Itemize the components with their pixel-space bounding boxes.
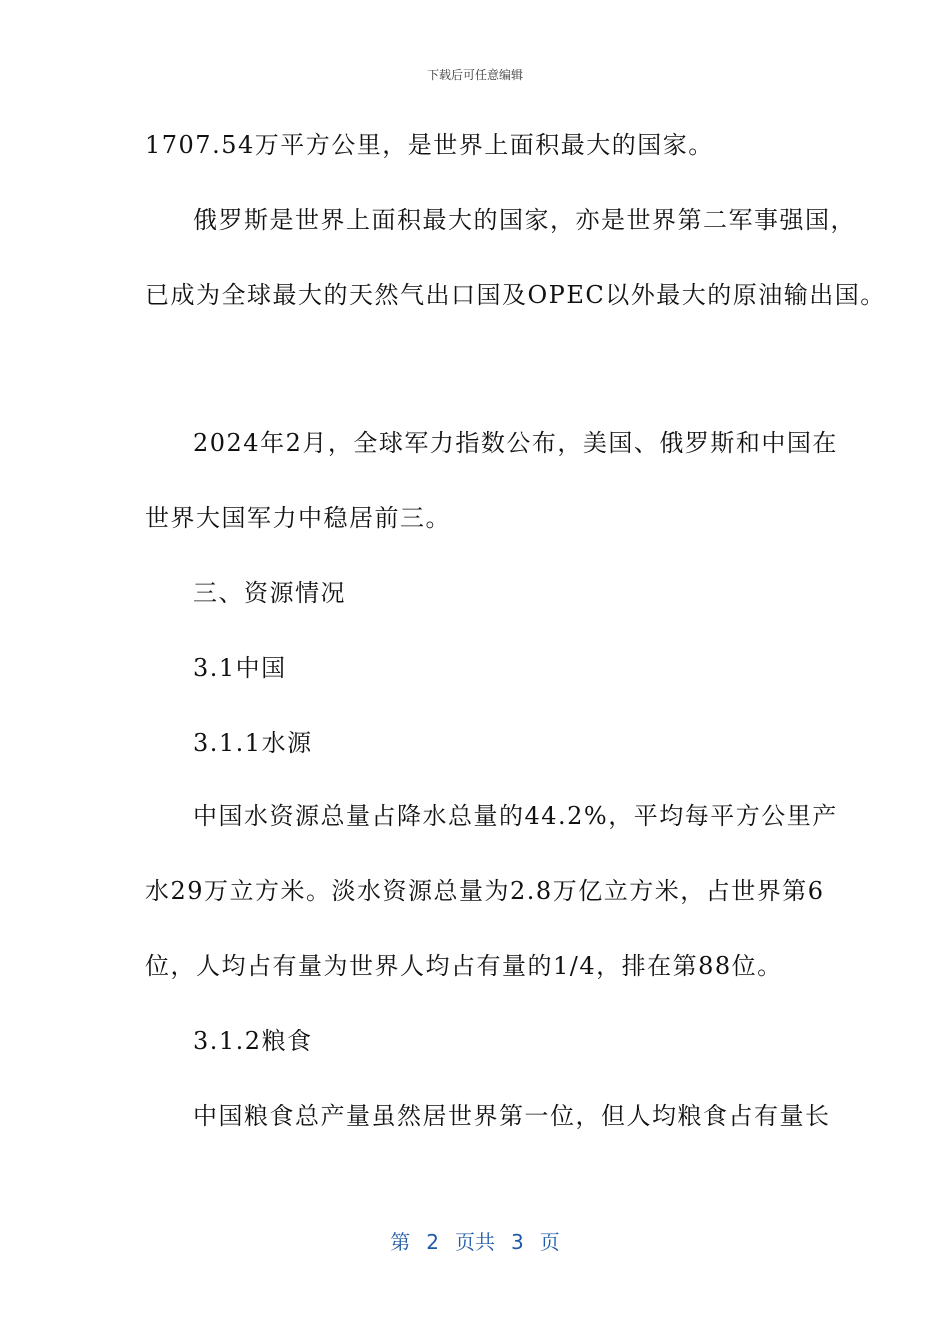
subsection-heading: 3.1.2粮食: [193, 1027, 313, 1055]
paragraph-line: 2024年2月，全球军力指数公布，美国、俄罗斯和中国在: [193, 429, 838, 457]
footer-suffix: 页: [539, 1230, 560, 1254]
section-heading: 三、资源情况: [193, 579, 346, 607]
paragraph-line: 世界大国军力中稳居前三。: [145, 504, 451, 532]
current-page-number: 2: [426, 1230, 439, 1254]
paragraph-line: 已成为全球最大的天然气出口国及OPEC以外最大的原油输出国。: [145, 281, 886, 309]
paragraph-line: 1707.54万平方公里，是世界上面积最大的国家。: [145, 131, 714, 159]
paragraph-line: 中国粮食总产量虽然居世界第一位，但人均粮食占有量长: [193, 1102, 831, 1130]
paragraph-line: 中国水资源总量占降水总量的44.2%，平均每平方公里产: [193, 802, 838, 830]
total-page-number: 3: [511, 1230, 524, 1254]
subsection-heading: 3.1.1水源: [193, 729, 313, 757]
subsection-heading: 3.1中国: [193, 654, 287, 682]
paragraph-line: 水29万立方米。淡水资源总量为2.8万亿立方米，占世界第6: [145, 877, 825, 905]
paragraph-line: 俄罗斯是世界上面积最大的国家，亦是世界第二军事强国，: [193, 206, 856, 234]
paragraph-line: 位，人均占有量为世界人均占有量的1/4，排在第88位。: [145, 952, 783, 980]
footer-prefix: 第: [390, 1230, 411, 1254]
page-header: 下载后可任意编辑: [426, 68, 523, 82]
page-footer: [0, 1226, 950, 1255]
footer-mid: 页共: [455, 1230, 495, 1254]
